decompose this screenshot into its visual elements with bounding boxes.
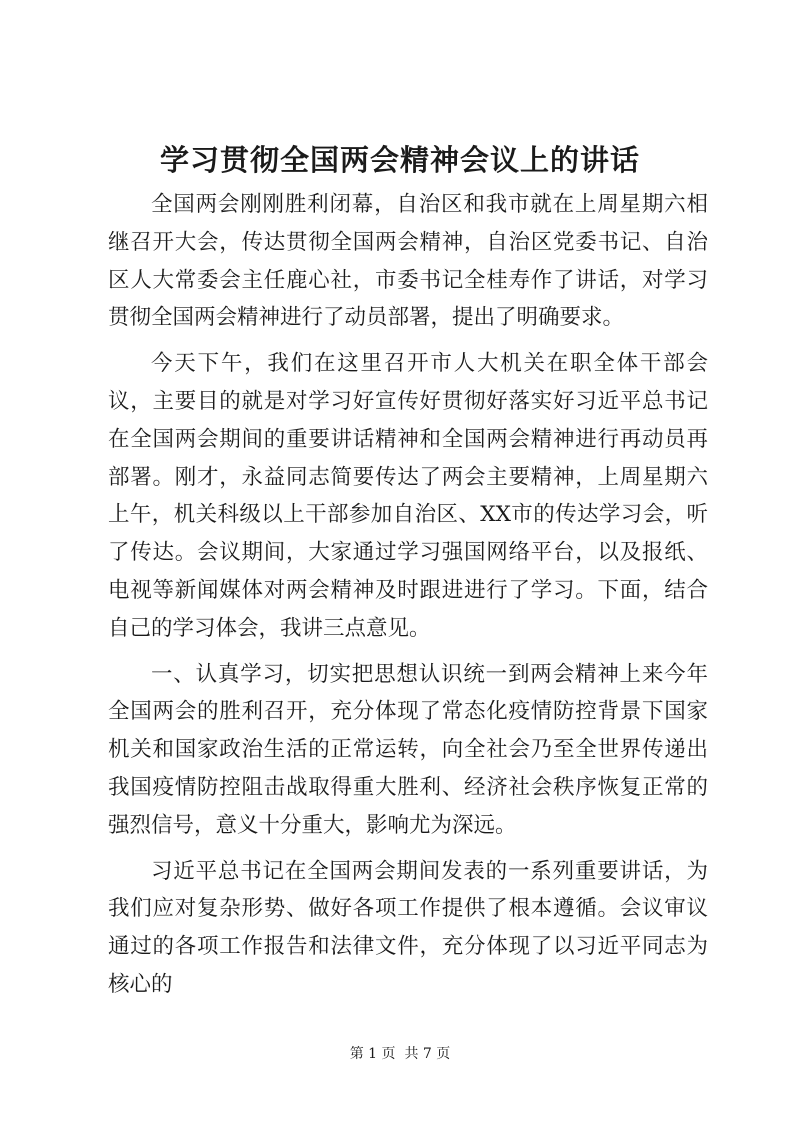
paragraph-4: 习近平总书记在全国两会期间发表的一系列重要讲话，为我们应对复杂形势、做好各项工作提供了根本遵循。会议审议通过的各项工作报告和法律文件，充分体现了以习近平同志为核心的 [108, 858, 708, 997]
document-title: 学习贯彻全国两会精神会议上的讲话 [159, 143, 640, 177]
paragraph-3: 一、认真学习，切实把思想认识统一到两会精神上来今年全国两会的胜利召开，充分体现了常态化疫情防控背景下国家机关和国家政治生活的正常运转，向全社会乃至全世界传递出我国疫情防控阻击战取得重大胜利、经济社会秩序恢复正常的强烈信号，意义十分重大，影响尤为深远。 [108, 661, 708, 838]
paragraph-1: 全国两会刚刚胜利闭幕，自治区和我市就在上周星期六相继召开大会，传达贯彻全国两会精神，自治区党委书记、自治区人大常委会主任鹿心社，市委书记全桂寿作了讲话，对学习贯彻全国两会精神进行了动员部署，提出了明确要求。 [108, 192, 708, 331]
document-body [108, 186, 708, 1004]
page-number-footer: 第 1 页 共 7 页 [349, 1046, 451, 1062]
paragraph-2: 今天下午，我们在这里召开市人大机关在职全体干部会议，主要目的就是对学习好宣传好贯彻好落实好习近平总书记在全国两会期间的重要讲话精神和全国两会精神进行再动员再部署。刚才，永益同志简要传达了两会主要精神，上周星期六上午，机关科级以上干部参加自治区、XX市的传达学习会，听了传达。会议期间，大家通过学习强国网络平台，以及报纸、电视等新闻媒体对两会精神及时跟进进行了学习。下面，结合自己的学习体会，我讲三点意见。 [108, 351, 708, 641]
